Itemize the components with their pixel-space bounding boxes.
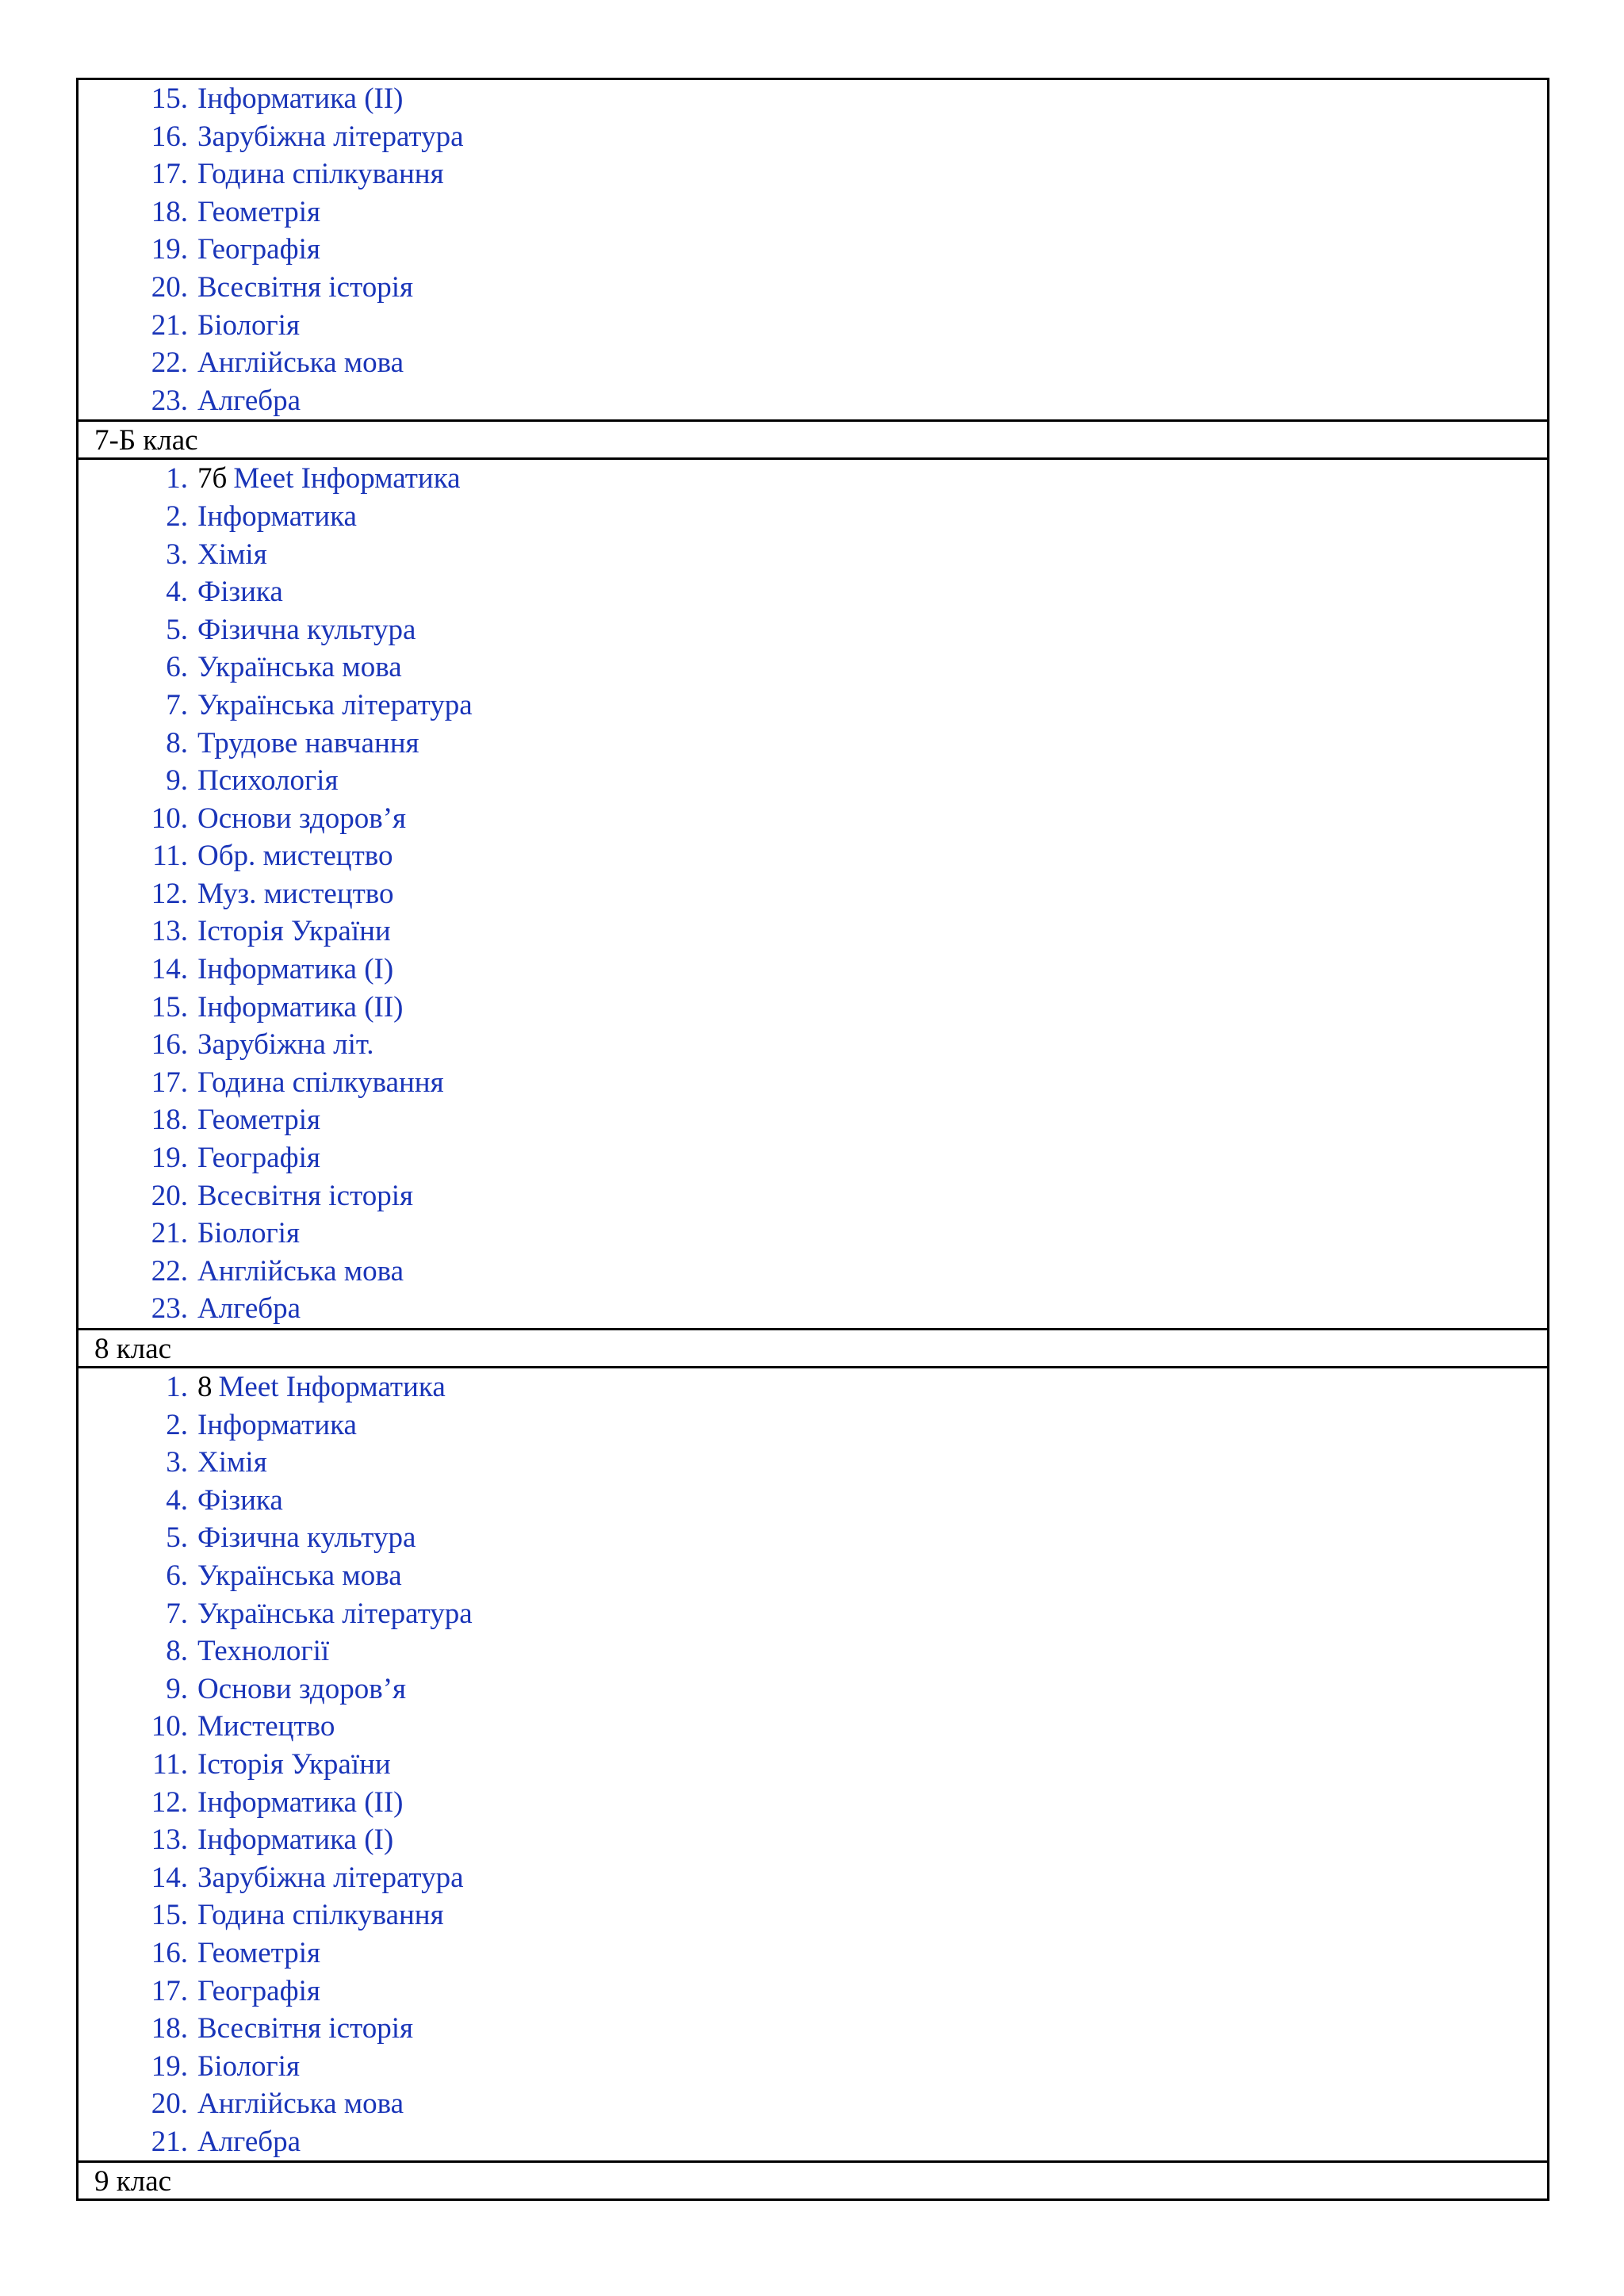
subject-link[interactable]: Історія України	[197, 1747, 391, 1781]
subject-link[interactable]: Хімія	[197, 538, 267, 571]
subject-list-item	[79, 1177, 1547, 1215]
item-label	[193, 837, 393, 875]
subject-link[interactable]: Основи здоров’я	[197, 1672, 407, 1705]
item-number: 10.	[151, 1710, 188, 1743]
item-label	[193, 2123, 301, 2161]
item-number: 3.	[166, 538, 188, 571]
item-label	[193, 687, 473, 725]
subject-link[interactable]: Година спілкування	[197, 1066, 444, 1099]
item-number: 20.	[151, 270, 188, 304]
subject-link[interactable]: Інформатика (I)	[197, 1823, 394, 1857]
subject-list-item	[79, 1632, 1547, 1670]
item-number: 21.	[151, 308, 188, 342]
subject-link[interactable]: Фізична культура	[197, 1521, 416, 1555]
item-label	[193, 725, 419, 763]
item-label	[193, 875, 394, 913]
subject-link[interactable]: Географія	[197, 233, 320, 266]
item-label	[193, 1101, 320, 1139]
subject-list-item	[79, 1708, 1547, 1746]
item-number: 22.	[151, 346, 188, 380]
item-label	[193, 989, 404, 1027]
subject-list-item	[79, 1444, 1547, 1482]
item-number: 14.	[151, 1861, 188, 1894]
subject-link[interactable]: Всесвітня історія	[197, 270, 413, 304]
subject-list-item	[79, 611, 1547, 649]
subject-link[interactable]: Геометрія	[197, 1104, 321, 1137]
item-label	[193, 2085, 404, 2123]
subject-list-item	[79, 1026, 1547, 1064]
subject-list-item	[79, 2085, 1547, 2123]
item-label	[193, 1746, 391, 1784]
item-number: 14.	[151, 953, 188, 986]
item-number: 4.	[166, 576, 188, 609]
subject-link[interactable]: Українська мова	[197, 651, 402, 684]
subject-list-item	[79, 837, 1547, 875]
item-label	[193, 344, 404, 382]
item-number: 1.	[166, 462, 188, 496]
item-label	[193, 1934, 320, 1973]
subject-link[interactable]: Алгебра	[197, 384, 301, 417]
item-label	[193, 1519, 416, 1557]
subject-list-item	[79, 1859, 1547, 1897]
subject-link[interactable]: Інформатика (II)	[197, 82, 404, 115]
item-label	[193, 951, 393, 989]
subject-list-item	[79, 1973, 1547, 2011]
subject-list-item	[79, 762, 1547, 800]
subject-link[interactable]: Meet Інформатика	[218, 1371, 446, 1403]
subject-list-item	[79, 344, 1547, 382]
item-number: 5.	[166, 613, 188, 646]
item-label	[193, 800, 406, 838]
subject-link[interactable]: Геометрія	[197, 1936, 321, 1969]
subject-list-item	[79, 269, 1547, 307]
subject-list-item	[79, 649, 1547, 687]
class-header: 9 клас	[78, 2162, 1549, 2200]
item-number: 11.	[152, 840, 188, 873]
item-number: 11.	[152, 1747, 188, 1781]
subject-link[interactable]: Інформатика	[197, 1408, 357, 1441]
subject-link[interactable]: Хімія	[197, 1446, 267, 1479]
item-label	[193, 762, 338, 800]
item-number: 5.	[166, 1521, 188, 1555]
item-number: 4.	[166, 1483, 188, 1517]
subject-link[interactable]: Українська мова	[197, 1559, 402, 1592]
subject-link[interactable]: Геометрія	[197, 195, 321, 228]
subject-list-item	[79, 1896, 1547, 1934]
subject-link[interactable]: Інформатика (II)	[197, 990, 404, 1024]
item-label	[193, 1482, 283, 1520]
item-label	[193, 1632, 329, 1670]
item-label	[193, 2010, 413, 2048]
subject-list-item	[79, 1670, 1547, 1709]
subject-link[interactable]: Обр. мистецтво	[197, 840, 393, 873]
subject-link[interactable]: Всесвітня історія	[197, 2012, 413, 2045]
subject-link[interactable]: Година спілкування	[197, 1899, 444, 1932]
subject-list-item	[79, 1519, 1547, 1557]
item-label	[193, 1896, 444, 1934]
item-number: 9.	[166, 764, 188, 798]
item-label	[193, 1368, 446, 1406]
subject-link[interactable]: Технології	[197, 1635, 330, 1668]
item-number: 6.	[166, 651, 188, 684]
item-label	[193, 611, 416, 649]
subject-list	[79, 460, 1547, 1328]
subject-link[interactable]: Муз. мистецтво	[197, 877, 394, 910]
subject-list-item	[79, 498, 1547, 536]
meet-class-prefix: 7б	[197, 462, 228, 496]
item-number: 15.	[151, 82, 188, 115]
subject-link[interactable]: Фізика	[197, 576, 283, 609]
item-number: 23.	[151, 1292, 188, 1326]
subject-link[interactable]: Meet Інформатика	[233, 462, 461, 496]
item-number: 6.	[166, 1559, 188, 1592]
subject-link[interactable]: Англійська мова	[197, 2087, 404, 2121]
subject-list-item	[79, 989, 1547, 1027]
item-number: 1.	[166, 1371, 188, 1403]
item-label	[193, 1973, 320, 2011]
item-number: 12.	[151, 1785, 188, 1819]
item-label	[193, 498, 357, 536]
item-number: 10.	[151, 802, 188, 835]
subject-list-cell	[78, 79, 1549, 421]
subject-list-item	[79, 687, 1547, 725]
item-number: 13.	[151, 1823, 188, 1857]
item-number: 9.	[166, 1672, 188, 1705]
item-label	[193, 193, 320, 232]
item-label	[193, 382, 301, 420]
subject-link[interactable]: Психологія	[197, 764, 339, 798]
subject-link[interactable]: Основи здоров’я	[197, 802, 407, 835]
item-number: 17.	[151, 158, 188, 191]
subject-link[interactable]: Біологія	[197, 2049, 300, 2083]
subject-list-item	[79, 573, 1547, 611]
subject-list-item	[79, 951, 1547, 989]
subject-list-item	[79, 307, 1547, 345]
subject-list-item	[79, 1557, 1547, 1595]
subject-list-item	[79, 2123, 1547, 2161]
subject-link[interactable]: Біологія	[197, 1217, 300, 1250]
subject-list-cell	[78, 459, 1549, 1330]
subject-list-item	[79, 1253, 1547, 1291]
item-number: 20.	[151, 2087, 188, 2121]
table-body	[78, 79, 1549, 2200]
subject-list-item	[79, 1064, 1547, 1102]
item-number: 15.	[151, 1899, 188, 1932]
item-label	[193, 307, 300, 345]
item-number: 2.	[166, 499, 188, 533]
subject-list-row	[78, 79, 1549, 421]
subject-list-item	[79, 1368, 1547, 1406]
subject-link[interactable]: Біологія	[197, 308, 300, 342]
subject-list-item	[79, 80, 1547, 118]
class-header-row	[78, 1330, 1549, 1368]
item-label	[193, 1064, 444, 1102]
subject-link[interactable]: Зарубіжна література	[197, 1861, 464, 1894]
subject-list-item	[79, 536, 1547, 574]
subject-list-row	[78, 459, 1549, 1330]
item-label	[193, 536, 267, 574]
item-number: 7.	[166, 1597, 188, 1630]
subject-list-item	[79, 231, 1547, 269]
subject-list-item	[79, 1482, 1547, 1520]
subject-list-item	[79, 1595, 1547, 1633]
subject-link[interactable]: Фізична культура	[197, 613, 416, 646]
subject-link[interactable]: Зарубіжна література	[197, 120, 464, 153]
subject-link[interactable]: Географія	[197, 1974, 320, 2007]
item-label	[193, 1821, 393, 1859]
class-header: 7-Б клас	[78, 421, 1549, 459]
item-label	[193, 1139, 320, 1177]
subject-link[interactable]: Географія	[197, 1142, 320, 1175]
subject-list-item	[79, 1290, 1547, 1328]
item-number: 18.	[151, 2012, 188, 2045]
subject-list-item	[79, 1784, 1547, 1822]
item-number: 15.	[151, 990, 188, 1024]
item-label	[193, 649, 402, 687]
item-label	[193, 1026, 374, 1064]
item-number: 16.	[151, 1028, 188, 1062]
subject-list-item	[79, 875, 1547, 913]
subject-list-item	[79, 155, 1547, 193]
item-label	[193, 80, 404, 118]
item-number: 19.	[151, 2049, 188, 2083]
subject-list-item	[79, 1139, 1547, 1177]
item-number: 12.	[151, 877, 188, 910]
item-number: 17.	[151, 1974, 188, 2007]
item-number: 17.	[151, 1066, 188, 1099]
item-label	[193, 1557, 402, 1595]
subject-list-item	[79, 2048, 1547, 2086]
item-label	[193, 1784, 404, 1822]
item-label	[193, 1406, 357, 1445]
subject-link[interactable]: Година спілкування	[197, 158, 444, 191]
item-label	[193, 1253, 404, 1291]
subject-link[interactable]: Інформатика (II)	[197, 1785, 404, 1819]
item-label	[193, 155, 444, 193]
item-label	[193, 460, 461, 498]
subject-list-item	[79, 460, 1547, 498]
class-header-row	[78, 2162, 1549, 2200]
subject-link[interactable]: Інформатика (I)	[197, 953, 394, 986]
item-label	[193, 1290, 301, 1328]
subject-link[interactable]: Англійська мова	[197, 346, 404, 380]
subject-link[interactable]: Історія України	[197, 915, 391, 948]
class-header-row	[78, 421, 1549, 459]
item-number: 18.	[151, 1104, 188, 1137]
item-number: 2.	[166, 1408, 188, 1441]
subject-link[interactable]: Англійська мова	[197, 1254, 404, 1288]
class-header: 8 клас	[78, 1330, 1549, 1368]
item-label	[193, 2048, 300, 2086]
item-number: 20.	[151, 1179, 188, 1212]
item-label	[193, 573, 283, 611]
subject-link[interactable]: Трудове навчання	[197, 726, 419, 760]
subject-list	[79, 80, 1547, 419]
item-label	[193, 1177, 413, 1215]
item-number: 19.	[151, 233, 188, 266]
subject-list-item	[79, 913, 1547, 951]
item-label	[193, 231, 320, 269]
subject-link[interactable]: Мистецтво	[197, 1710, 335, 1743]
item-label	[193, 913, 391, 951]
meet-class-prefix: 8	[197, 1371, 213, 1403]
schedule-table	[76, 78, 1549, 2201]
subject-list	[79, 1368, 1547, 2160]
subject-list-row	[78, 1368, 1549, 2162]
item-label	[193, 1670, 406, 1709]
subject-list-item	[79, 800, 1547, 838]
item-label	[193, 1444, 267, 1482]
item-number: 13.	[151, 915, 188, 948]
subject-link[interactable]: Всесвітня історія	[197, 1179, 413, 1212]
subject-list-item	[79, 1406, 1547, 1445]
item-number: 8.	[166, 1635, 188, 1668]
subject-link[interactable]: Інформатика	[197, 499, 357, 533]
subject-list-item	[79, 118, 1547, 156]
subject-list-item	[79, 193, 1547, 232]
subject-list-item	[79, 382, 1547, 420]
subject-link[interactable]: Алгебра	[197, 2125, 301, 2158]
item-number: 21.	[151, 1217, 188, 1250]
item-label	[193, 1708, 335, 1746]
item-label	[193, 1859, 464, 1897]
item-number: 7.	[166, 688, 188, 721]
subject-link[interactable]: Фізика	[197, 1483, 283, 1517]
item-number: 19.	[151, 1142, 188, 1175]
item-number: 3.	[166, 1446, 188, 1479]
item-number: 22.	[151, 1254, 188, 1288]
subject-link[interactable]: Зарубіжна літ.	[197, 1028, 374, 1062]
subject-list-item	[79, 1821, 1547, 1859]
item-number: 23.	[151, 384, 188, 417]
subject-list-item	[79, 1215, 1547, 1253]
item-label	[193, 118, 464, 156]
subject-link[interactable]: Алгебра	[197, 1292, 301, 1326]
item-label	[193, 1215, 300, 1253]
subject-list-item	[79, 1934, 1547, 1973]
subject-list-item	[79, 1746, 1547, 1784]
item-number: 21.	[151, 2125, 188, 2158]
subject-link[interactable]: Українська література	[197, 688, 473, 721]
item-number: 16.	[151, 120, 188, 153]
subject-list-cell	[78, 1368, 1549, 2162]
item-number: 18.	[151, 195, 188, 228]
item-label	[193, 1595, 473, 1633]
item-label	[193, 269, 413, 307]
item-number: 8.	[166, 726, 188, 760]
subject-link[interactable]: Українська література	[197, 1597, 473, 1630]
subject-list-item	[79, 725, 1547, 763]
item-number: 16.	[151, 1936, 188, 1969]
subject-list-item	[79, 1101, 1547, 1139]
subject-list-item	[79, 2010, 1547, 2048]
